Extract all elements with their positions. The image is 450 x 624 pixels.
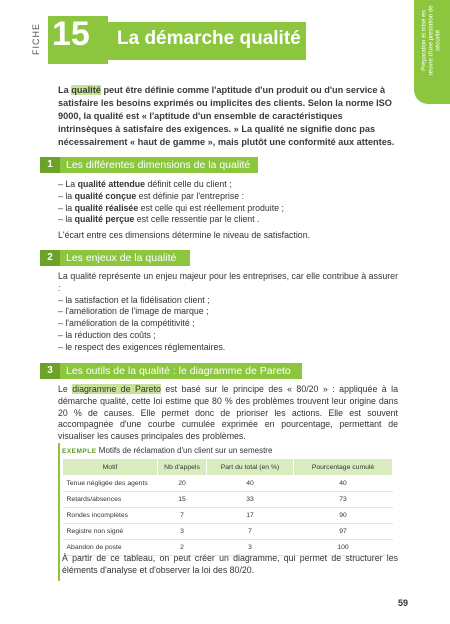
table-cell: 100: [294, 540, 393, 556]
example-caption: EXEMPLE Motifs de réclamation d'un client sur un semestre: [62, 446, 273, 455]
page-title: La démarche qualité: [117, 28, 301, 49]
section-3-title: Les outils de la qualité : le diagramme de Pareto: [66, 365, 291, 377]
example-accent-bar: [58, 443, 60, 581]
table-cell: Abandon de poste: [63, 540, 158, 556]
table-cell: 97: [294, 524, 393, 540]
list-item: – l'amélioration de l'image de marque ;: [58, 306, 209, 317]
section-3-number: 3: [40, 363, 60, 379]
table-cell: 33: [207, 492, 294, 508]
column-header: Pourcentage cumulé: [294, 459, 393, 476]
table-cell: 7: [158, 508, 207, 524]
section-1-body: [58, 179, 398, 242]
complaints-table: [62, 458, 393, 556]
table-row: [63, 492, 393, 508]
table-cell: 90: [294, 508, 393, 524]
intro-highlight: qualité: [71, 85, 101, 95]
section-2-lead: La qualité représente un enjeu majeur pour les entreprises, car elle contribue à assurer :: [58, 271, 398, 293]
list-item: – la réduction des coûts ;: [58, 329, 156, 340]
section-2-title: Les enjeux de la qualité: [66, 252, 177, 264]
column-header: Motif: [63, 459, 158, 476]
table-cell: 2: [158, 540, 207, 556]
table-cell: Tenue négligée des agents: [63, 476, 158, 492]
table-cell: 3: [207, 540, 294, 556]
section-1-closing: L'écart entre ces dimensions détermine le niveau de satisfaction.: [58, 230, 311, 241]
page-number: 59: [398, 598, 409, 608]
column-header: Part du total (en %): [207, 459, 294, 476]
list-item: – le respect des exigences réglementaires.: [58, 341, 226, 352]
column-header: Nb d'appels: [158, 459, 207, 476]
table-cell: Rondes incomplètes: [63, 508, 158, 524]
section-2-body: [58, 271, 398, 354]
list-item: – La qualité attendue définit celle du client ;: [58, 179, 232, 189]
table-cell: 20: [158, 476, 207, 492]
example-tag: EXEMPLE: [62, 448, 97, 455]
table-row: [63, 524, 393, 540]
section-2-number: 2: [40, 250, 60, 266]
side-tab-text: Préparation et mise en œuvre d'une prestation de sécurité: [421, 5, 442, 76]
section-1-number: 1: [40, 157, 60, 173]
fiche-label: FICHE: [31, 23, 41, 55]
fiche-number: 15: [52, 15, 90, 53]
list-item: – la satisfaction et la fidélisation client ;: [58, 294, 210, 305]
intro-paragraph: La qualité peut être définie comme l'aptitude d'un produit ou d'un service à satisfaire les besoins exprimés ou implicites des clients. Selon la norme ISO 9000, la qualité est « l'aptitude d'un ensemble de caractéristiques intrinsèques à satisfaire des exigences. » La qualité ne signifie donc pas nécessairement « haut de gamme », mais plutôt une conformité aux attentes.: [58, 85, 395, 147]
table-cell: 7: [207, 524, 294, 540]
table-cell: 3: [158, 524, 207, 540]
list-item: – la qualité réalisée est celle qui est réellement produite ;: [58, 202, 284, 213]
list-item: – la qualité perçue est celle ressentie par le client .: [58, 214, 260, 225]
list-item: – l'amélioration de la compétitivité ;: [58, 318, 195, 329]
table-row: [63, 476, 393, 492]
table-cell: 40: [294, 476, 393, 492]
table-row: [63, 508, 393, 524]
table-cell: Retards/absences: [63, 492, 158, 508]
pareto-highlight: diagramme de Pareto: [72, 384, 161, 394]
table-header-row: [63, 459, 393, 476]
table-cell: 17: [207, 508, 294, 524]
table-cell: Registre non signé: [63, 524, 158, 540]
table-cell: 40: [207, 476, 294, 492]
table-cell: 73: [294, 492, 393, 508]
example-conclusion: À partir de ce tableau, on peut créer un diagramme, qui permet de structurer les éléments d'analyse et d'observer la loi des 80/20.: [62, 553, 398, 575]
section-1-title: Les différentes dimensions de la qualité: [66, 159, 251, 171]
list-item: – la qualité conçue est définie par l'entreprise :: [58, 190, 245, 201]
section-3-body: Le diagramme de Pareto est basé sur le principe des « 80/20 » : appliquée à la démarche qualité, cette loi estime que 80 % des problèmes trouvent leur origine dans 20 % de causes. Elle permet donc de prioriser les actions. Elle est souvent accompagnée d'une courbe cumulée exprimée en pourcentage, permettant de visualiser les causes principales des problèmes.: [58, 384, 399, 442]
table-cell: 15: [158, 492, 207, 508]
